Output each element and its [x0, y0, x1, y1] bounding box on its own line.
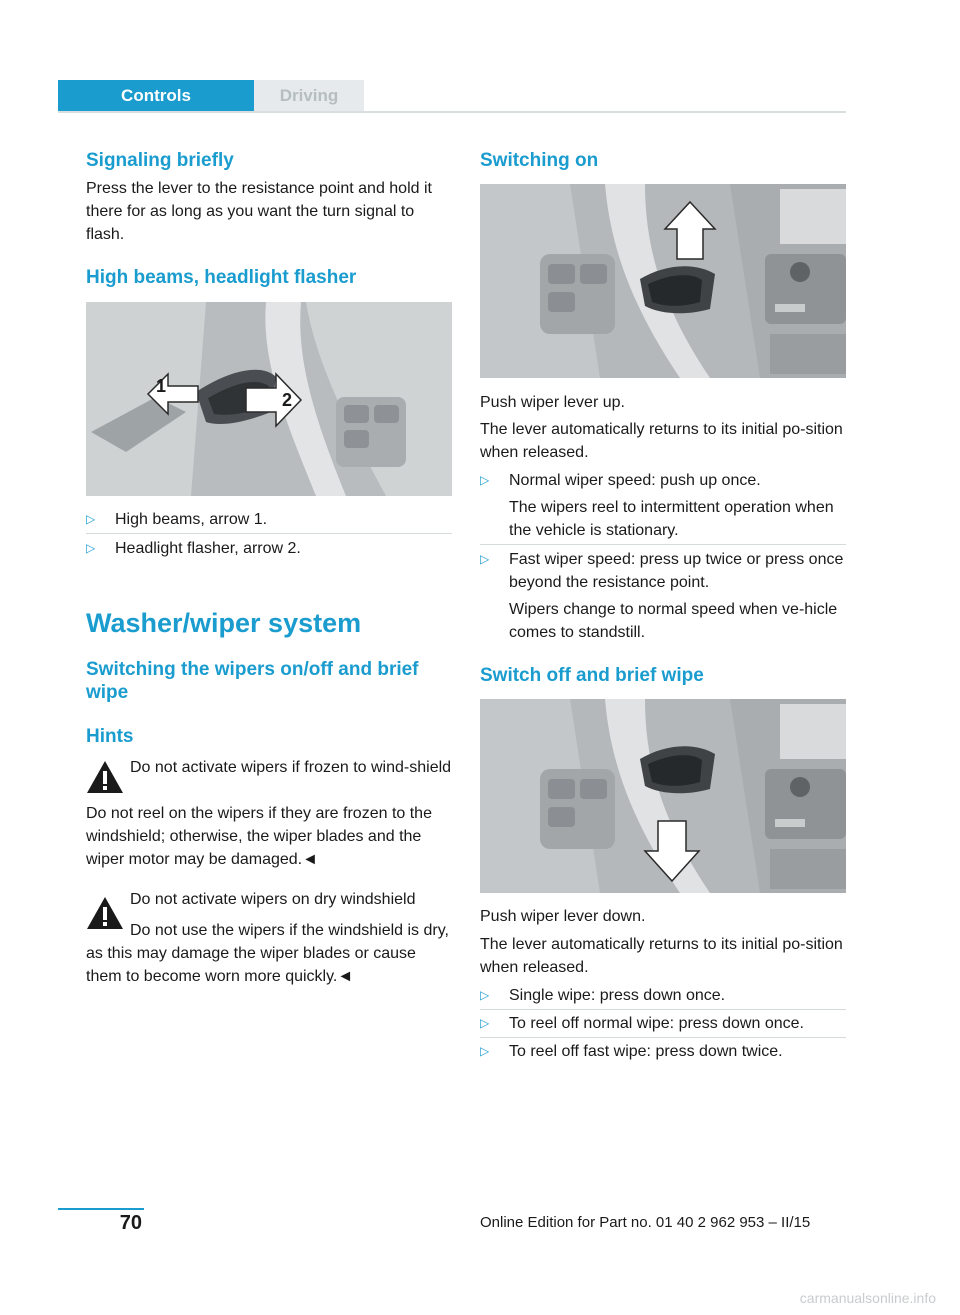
section-tabs — [58, 80, 846, 113]
divider — [480, 1037, 846, 1038]
washer-title: Washer/wiper system — [86, 608, 362, 638]
warning-2-text: Do not use the wipers if the windshield is dry, as this may damage the wiper blades or cause them to become worn more quickly.◄ — [86, 922, 449, 985]
divider — [480, 544, 846, 545]
wipers-title: Switching the wipers on/off and brief wipe — [86, 659, 419, 703]
warning-2-title: Do not activate wipers on dry windshield — [130, 891, 416, 908]
arrow-2-label: 2 — [282, 390, 293, 410]
highbeams-illustration — [86, 302, 452, 496]
divider — [480, 1009, 846, 1010]
push-up-text: Push wiper lever up. — [480, 394, 625, 411]
tab-controls[interactable]: Controls — [58, 80, 254, 111]
edition-text: Online Edition for Part no. 01 40 2 962 953 – II/15 — [480, 1214, 811, 1231]
warning-triangle-icon — [86, 760, 124, 794]
bullet-icon: ▷ — [86, 512, 96, 526]
warning-1-text: Do not reel on the wipers if they are frozen to the windshield; otherwise, the wiper blades and the wiper motor may be damaged.◄ — [86, 805, 432, 868]
bullet-icon: ▷ — [480, 988, 490, 1002]
push-down-text: Push wiper lever down. — [480, 908, 646, 925]
wiper-down-illustration — [480, 699, 846, 893]
warning-1-title: Do not activate wipers if frozen to wind‐shield — [130, 759, 452, 776]
wiper-up-illustration — [480, 184, 846, 378]
returns-text-1: The lever automatically returns to its initial po‐sition when released. — [480, 421, 843, 461]
signaling-title: Signaling briefly — [86, 150, 234, 171]
switch-off-title: Switch off and brief wipe — [480, 665, 704, 686]
returns-text-2: The lever automatically returns to its initial po‐sition when released. — [480, 936, 843, 976]
list-item: ▷ Normal wiper speed: push up once. The wipers reel to intermittent operation when the vehicle is stationary. — [480, 469, 846, 541]
bullet-icon: ▷ — [480, 473, 490, 487]
list-item: ▷ Fast wiper speed: press up twice or press once beyond the resistance point. Wipers change to normal speed when ve‐hicle comes to standstill. — [480, 548, 846, 644]
footer-rule — [58, 1208, 144, 1210]
divider — [86, 533, 452, 534]
bullet-icon: ▷ — [86, 541, 96, 555]
switching-on-title: Switching on — [480, 150, 599, 171]
tab-driving[interactable]: Driving — [254, 80, 364, 111]
watermark: carmanualsonline.info — [799, 1290, 936, 1306]
highbeams-title: High beams, headlight flasher — [86, 267, 357, 288]
hints-title: Hints — [86, 726, 134, 747]
page-number: 70 — [119, 1212, 142, 1234]
arrow-1-label: 1 — [156, 376, 167, 396]
signaling-text: Press the lever to the resistance point and hold it there for as long as you want the turn signal to flash. — [86, 180, 432, 243]
bullet-icon: ▷ — [480, 1044, 490, 1058]
bullet-icon: ▷ — [480, 552, 490, 566]
bullet-icon: ▷ — [480, 1016, 490, 1030]
